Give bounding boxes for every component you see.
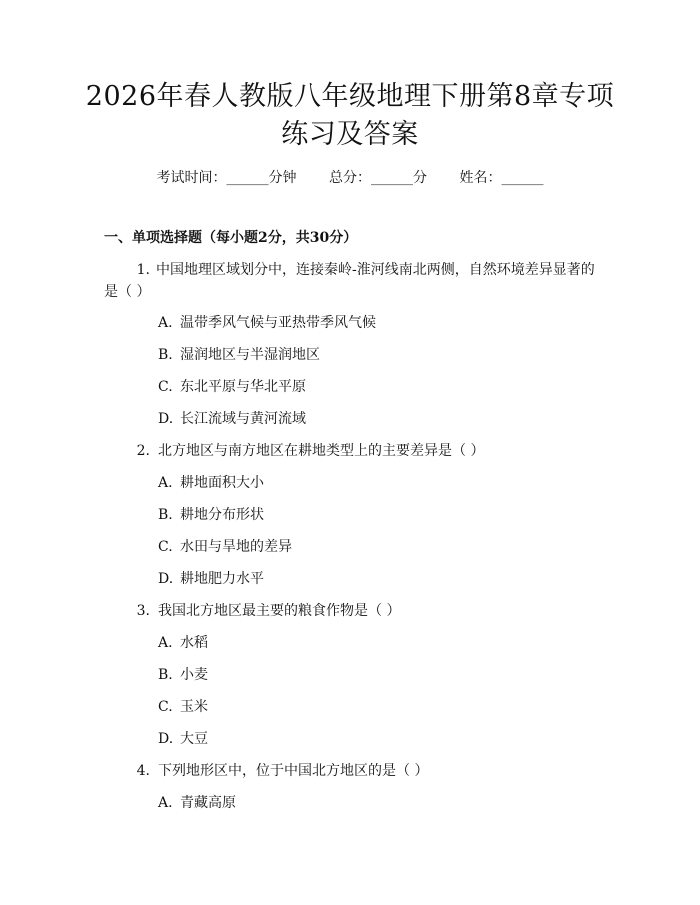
option-1b: B. 湿润地区与半湿润地区 <box>158 347 320 363</box>
score-blank: ______ <box>371 170 413 186</box>
time-blank: ______ <box>226 170 269 186</box>
question-text: 中国地理区域划分中，连接秦岭-淮河线南北两侧，自然环境差异显著的是（ ） <box>104 262 595 300</box>
option-1d: D. 长江流域与黄河流域 <box>158 411 306 427</box>
option-2a: A. 耕地面积大小 <box>158 475 264 491</box>
option-2b: B. 耕地分布形状 <box>158 507 264 523</box>
name-blank: ______ <box>501 170 544 186</box>
option-1a: A. 温带季风气候与亚热带季风气候 <box>158 315 376 331</box>
question-number: 3. <box>136 603 150 619</box>
option-2c: C. 水田与旱地的差异 <box>158 539 292 555</box>
question-text: 下列地形区中，位于中国北方地区的是（ ） <box>158 763 429 779</box>
title-line-1: 2026年春人教版八年级地理下册第8章专项 <box>85 81 615 112</box>
question-number: 1. <box>136 262 150 278</box>
option-3c: C. 玉米 <box>158 699 208 715</box>
question-number: 4. <box>136 763 150 779</box>
option-3b: B. 小麦 <box>158 667 208 683</box>
question-number: 2. <box>136 443 150 459</box>
option-4a: A. 青藏高原 <box>158 795 236 811</box>
title-line-2: 练习及答案 <box>281 119 419 150</box>
question-1 <box>104 259 604 303</box>
option-1c: C. 东北平原与华北平原 <box>158 379 306 395</box>
student-name: 姓名：______ <box>459 170 544 186</box>
exam-time: 考试时间：______分钟 <box>156 170 297 186</box>
question-text: 我国北方地区最主要的粮食作物是（ ） <box>158 603 401 619</box>
document-title <box>60 78 640 154</box>
question-text: 北方地区与南方地区在耕地类型上的主要差异是（ ） <box>158 443 485 459</box>
total-score: 总分：______分 <box>329 170 427 186</box>
option-3d: D. 大豆 <box>158 731 208 747</box>
section-heading: 一、单项选择题（每小题2分，共30分） <box>104 230 358 246</box>
option-3a: A. 水稻 <box>158 635 208 651</box>
option-2d: D. 耕地肥力水平 <box>158 571 264 587</box>
exam-info-line <box>0 168 700 188</box>
